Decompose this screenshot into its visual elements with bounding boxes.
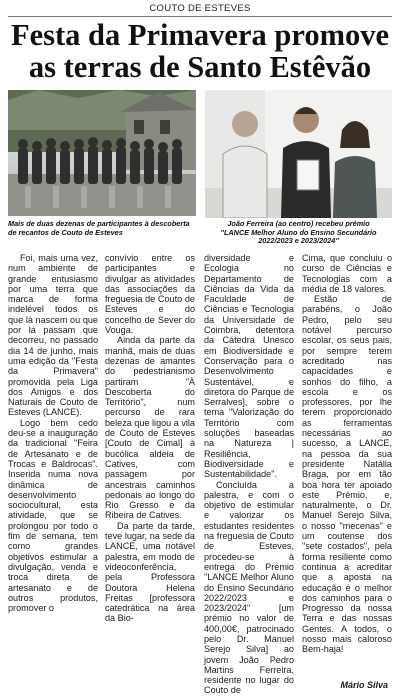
award-caption-line-2: "LANCE Melhor Aluno do Ensino Secundário	[220, 227, 377, 237]
group-photo	[8, 90, 196, 216]
article-column-1	[8, 253, 98, 613]
paragraph: Estão de parabéns, o João Pedro, pelo seu notável percurso escolar, os seus pais, por sempre terem acreditado nas capacidades e sonhos do filho, a escola e os professores, por lhe terem proporcionado as ferramentas necessárias ao sucesso, a LANCE, na pessoa da sua presidente Natália Braga, por em tão boa hora ter apoiado este Prémio, e, naturalmente, o Dr. Manuel Serejo Silva, o nosso "mecenas" e um coutense dos "sete costados", pela forma resiliente como continua a acreditar que a aposta na educação é o melhor dos caminhos para o Progresso da nossa Terra e das nossas Gentes. A todos, o nosso mais caloroso Bem-haja!	[302, 294, 392, 655]
paragraph: Cima, que concluiu o curso de Ciências e Tecnologias com a média de 18 valores.	[302, 253, 392, 294]
section-label: COUTO DE ESTEVES	[149, 3, 251, 14]
paragraph: convívio entre os participantes e divulgar as atividades das associações da freguesia de Couto de Esteves e do concelho de Sever do Vouga.	[105, 253, 195, 336]
paragraph: Da parte da tarde, teve lugar, na sede da LANCE, uma notável palestra, em modo de videoconferência, pela Professora Doutora Helena Freitas [professora catedrática na área da Bio-	[105, 520, 195, 624]
article-column-4	[302, 253, 392, 655]
group-photo-caption: Mais de duas dezenas de participantes à descoberta de recantos de Couto de Esteves	[8, 219, 190, 237]
award-photo	[205, 90, 392, 218]
headline-line-2: as terras de Santo Estêvão	[28, 50, 372, 84]
paragraph: Ainda da parte da manhã, mais de duas dezenas de amantes do pedestrianismo partiram "À Descoberta do Território", num percurso de rara beleza que ligou a vila de Couto de Esteves [Couto de Cimal] à bucólica aldeia de Catives, com passagem por ancestrais caminhos pedonais ao longo do Rio Gresso e da Ribeira de Catives.	[105, 335, 195, 521]
paragraph: Logo bem cedo deu-se a inauguração da tradicional "Feira de Artesanato e de Trocas e Baldrocas". Inserida numa nova dinâmica de desenvolvimento sociocultural, esta atividade, que se prolongou por todo o fim de semana, tem como grandes objetivos estimular a divulgação, venda e troca direta de artesanato e de outros produtos, promover o	[8, 417, 98, 614]
paragraph: Foi, mais uma vez, num ambiente de grande entusiasmo por uma terra que marca de forma indelével todos os que lá nascem ou que por lá passam que decorreu, no passado dia 14 de junho, mais uma edição da "Festa da Primavera" promovida pela Liga dos Amigos e dos Naturais de Couto de Esteves (LANCE).	[8, 253, 98, 418]
paragraph: diversidade e Ecologia no Departamento de Ciências da Vida da Faculdade de Ciências e Tecnologia da Universidade de Coimbra, detentora da Cátedra Unesco em Biodiversidade e Conservação para o Desenvolvimento Sustentável, e diretora do Parque de Serralves], sobre o tema "Valorização do Território com soluções baseadas na Natureza | Resiliência, Biodiversidade e Sustentabilidade".	[204, 253, 294, 480]
article-column-2	[105, 253, 195, 624]
paragraph: Concluída a palestra, e com o objetivo de estimular e valorizar os estudantes residentes na freguesia de Couto de Esteves, procedeu-se à entrega do Prémio "LANCE Melhor Aluno do Ensino Secundário 2022/2023 e 2023/2024" [um prémio no valor de 400,00€, patrocinado pelo Dr. Manuel Serejo Silva] ao jovem João Pedro Martins Ferreira, residente no lugar do Couto de	[204, 479, 294, 696]
author-signature: Mário Silva	[340, 680, 388, 690]
top-rule	[8, 16, 392, 17]
award-caption-line-3: 2022/2023 e 2023/2024"	[258, 236, 339, 246]
award-photo-caption	[205, 220, 392, 246]
article-column-3	[204, 253, 294, 696]
award-caption-line-1: João Ferreira (ao centro) recebeu prémio	[227, 219, 370, 228]
headline-line-1: Festa da Primavera promove	[10, 18, 390, 52]
